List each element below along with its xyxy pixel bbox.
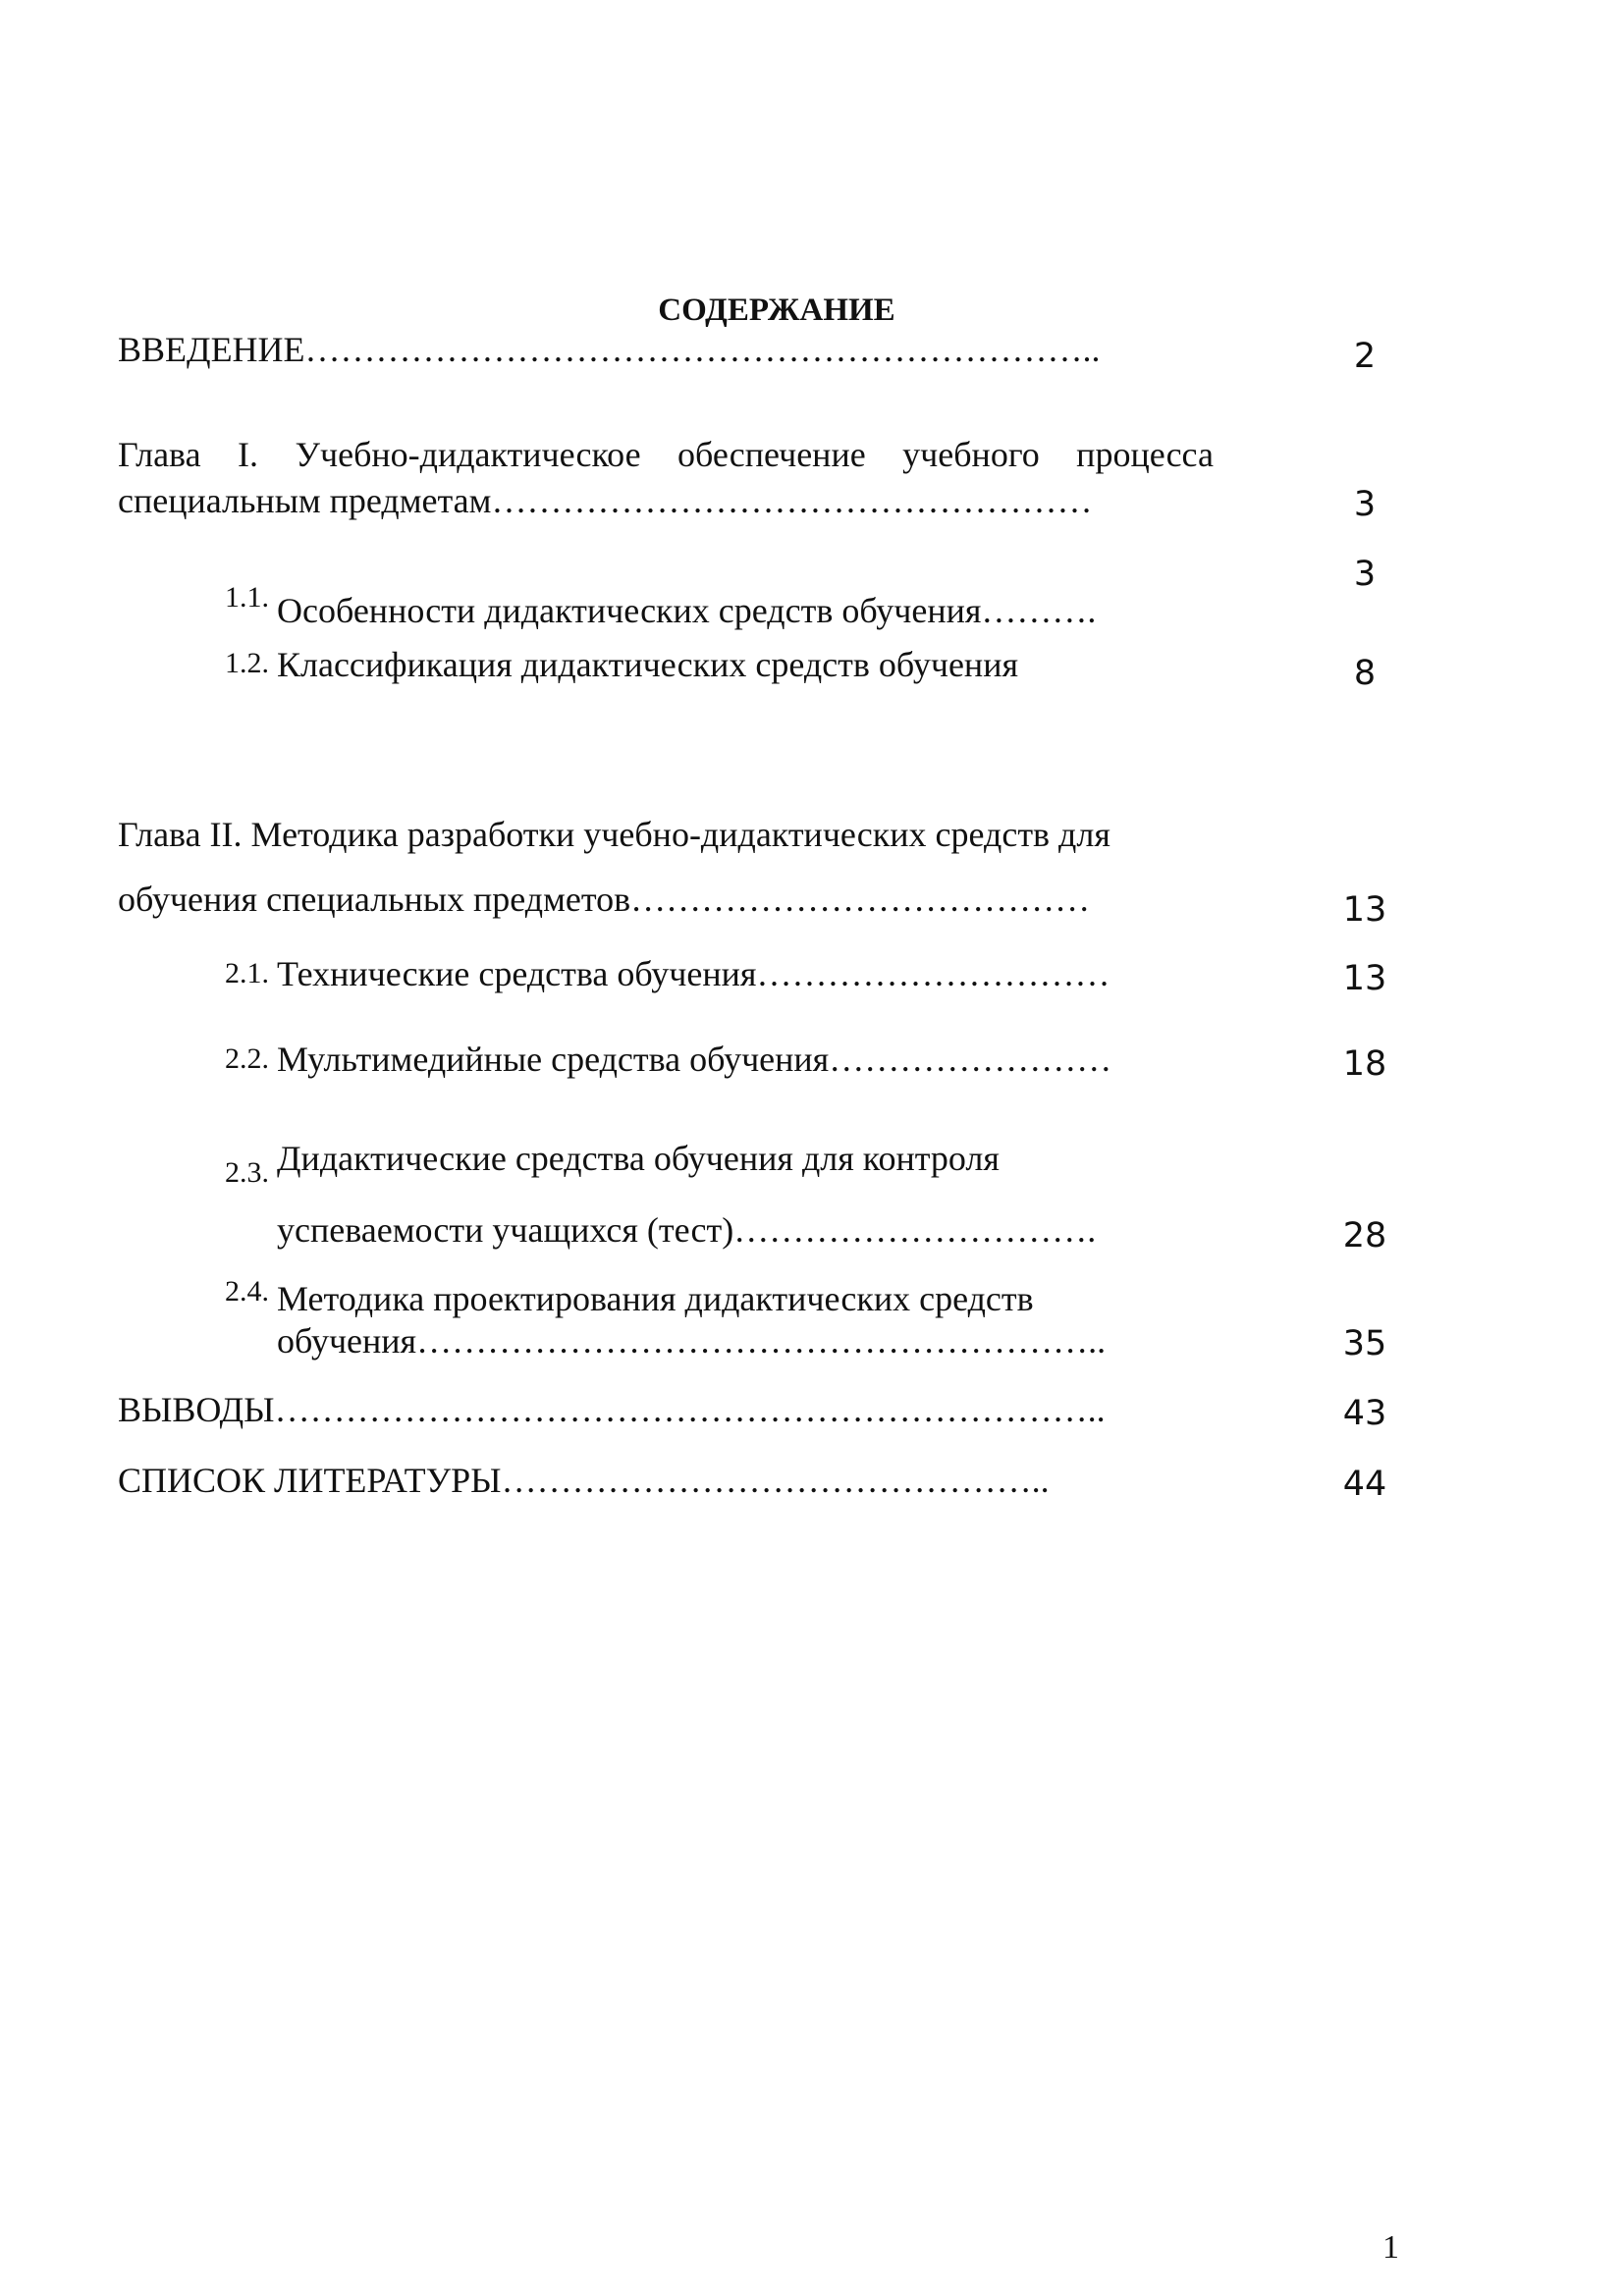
toc-page-section-2-4: 35 [1342,1324,1387,1363]
toc-section-number-2-4: 2.4. [225,1275,269,1308]
toc-entry-section-2-4-line2[interactable]: обучения………………………………………………….. [277,1321,1107,1361]
toc-word: учебного [902,435,1040,474]
toc-title: СОДЕРЖАНИЕ [658,293,895,328]
toc-entry-section-2-3-line2[interactable]: успеваемости учащихся (тест)…………………………. [277,1210,1097,1250]
toc-entry-conclusions[interactable]: ВЫВОДЫ…………………………………………………………….. [118,1390,1106,1429]
toc-section-number-1-2: 1.2. [225,647,269,679]
toc-section-number-2-1: 2.1. [225,957,269,989]
toc-entry-section-1-1[interactable]: Особенности дидактических средств обучения………. [277,591,1097,630]
toc-page-references: 44 [1342,1465,1387,1504]
toc-entry-chapter-1-line2[interactable]: специальным предметам…………………………………………… [118,481,1093,520]
toc-entry-chapter-2-line2[interactable]: обучения специальных предметов………………………………… [118,880,1091,919]
toc-entry-section-2-2[interactable]: Мультимедийные средства обучения…………………… [277,1040,1112,1079]
toc-word: I. [238,435,259,474]
toc-entry-references[interactable]: СПИСОК ЛИТЕРАТУРЫ……………………………………….. [118,1461,1050,1500]
toc-word: обеспечение [677,435,866,474]
toc-entry-section-1-2[interactable]: Классификация дидактических средств обучения [277,645,1019,684]
toc-page-conclusions: 43 [1342,1394,1387,1433]
toc-entry-chapter-1-line1[interactable] [118,435,1214,475]
toc-page-intro: 2 [1353,337,1377,376]
toc-entry-section-2-4-line1[interactable]: Методика проектирования дидактических средств [277,1279,1034,1318]
toc-page-section-2-3: 28 [1342,1216,1387,1255]
toc-section-number-2-3: 2.3. [225,1156,269,1189]
toc-section-number-1-1: 1.1. [225,581,269,614]
toc-entry-section-2-3-line1[interactable]: Дидактические средства обучения для контроля [277,1139,1000,1178]
toc-entry-chapter-2-line1[interactable]: Глава II. Методика разработки учебно-дидактических средств для [118,815,1110,854]
toc-entry-section-2-1[interactable]: Технические средства обучения………………………… [277,954,1110,993]
toc-section-number-2-2: 2.2. [225,1042,269,1075]
toc-word: Учебно-дидактическое [295,435,641,474]
toc-page-section-1-1: 3 [1353,555,1377,594]
footer-page-number: 1 [1382,2229,1399,2266]
toc-word: Глава [118,435,201,474]
toc-page-section-2-1: 13 [1342,959,1387,998]
toc-entry-intro[interactable]: ВВЕДЕНИЕ………………………………………………………….. [118,330,1101,369]
toc-word: процесса [1076,435,1214,474]
toc-page-section-2-2: 18 [1342,1044,1387,1084]
toc-page-chapter-2: 13 [1342,890,1387,930]
toc-page-chapter-1: 3 [1353,485,1377,524]
toc-page-section-1-2: 8 [1353,654,1377,693]
